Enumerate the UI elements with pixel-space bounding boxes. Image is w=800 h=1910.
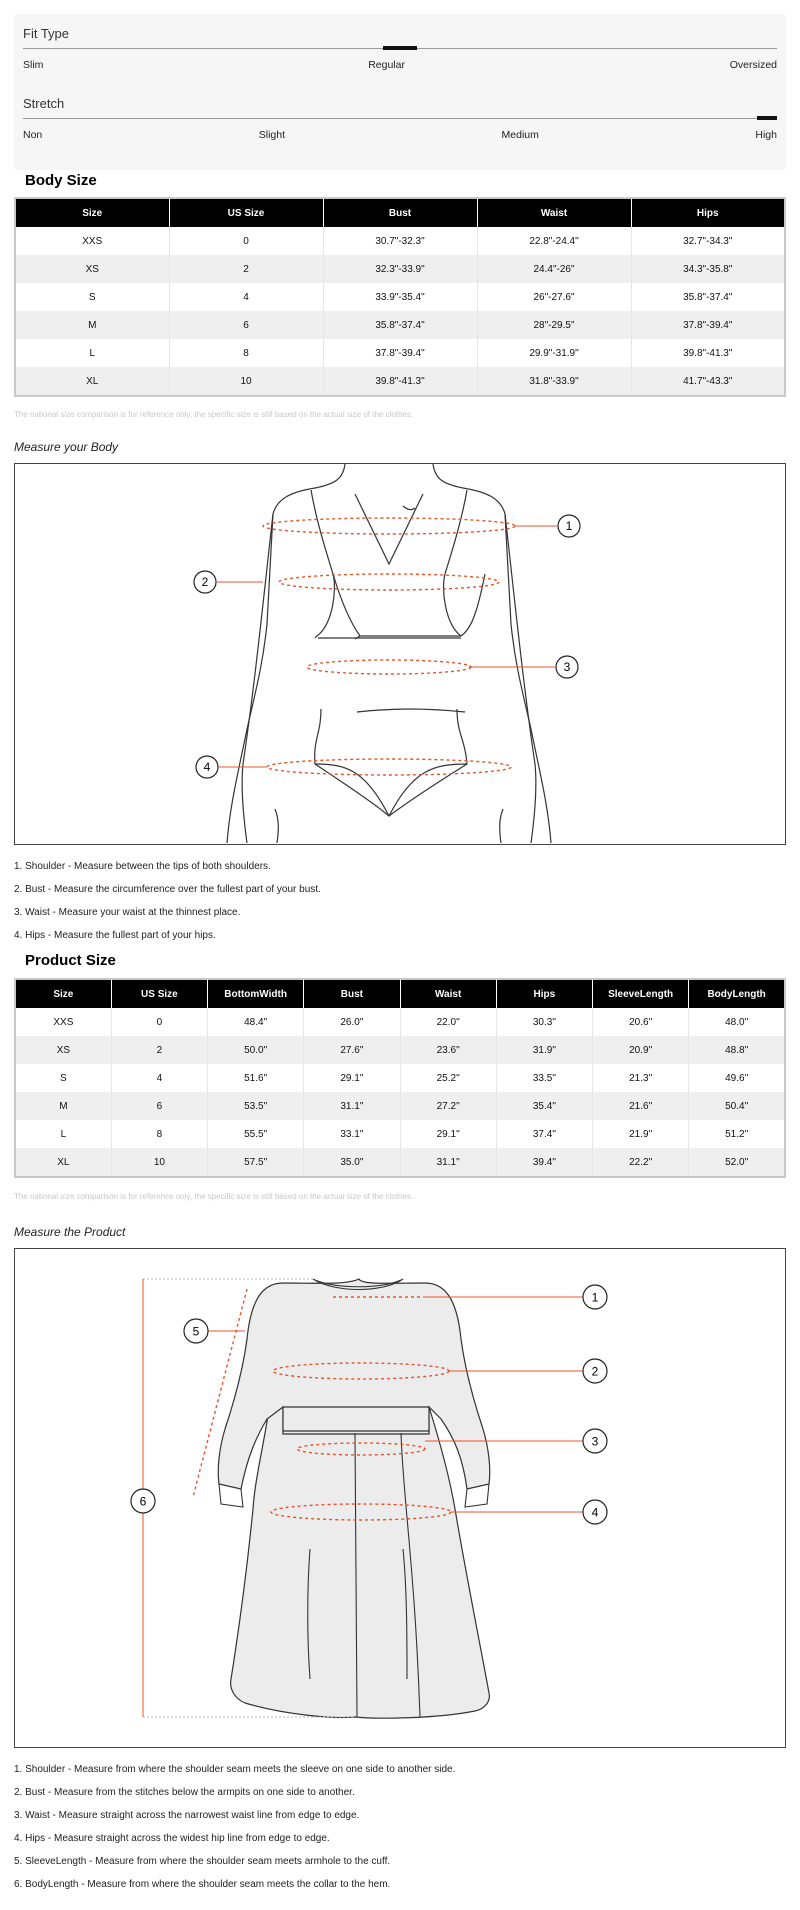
product-instructions xyxy=(14,1758,455,1896)
table-cell: 10 xyxy=(111,1148,207,1177)
column-header: Hips xyxy=(496,979,592,1008)
body-callout-1 xyxy=(558,515,580,537)
table-cell: 41.7"-43.3" xyxy=(631,367,785,396)
table-row xyxy=(15,283,785,311)
table-cell: 30.3" xyxy=(496,1008,592,1036)
table-row xyxy=(15,311,785,339)
product-diagram xyxy=(14,1248,786,1748)
product-callout-2 xyxy=(583,1359,607,1383)
column-header: Size xyxy=(15,979,111,1008)
dress-outline xyxy=(218,1279,490,1718)
table-cell: 48.4" xyxy=(208,1008,304,1036)
table-cell: 39.8"-41.3" xyxy=(683,347,733,359)
body-callout-4 xyxy=(196,756,218,778)
table-cell: 22.8"-24.4" xyxy=(477,227,631,255)
table-cell: S xyxy=(15,1064,111,1092)
table-cell: 52.0" xyxy=(689,1148,785,1177)
product-callout-4 xyxy=(583,1500,607,1524)
measure-product-heading: Measure the Product xyxy=(14,1225,126,1239)
stretch-label: High xyxy=(755,129,777,141)
table-cell: 8 xyxy=(111,1120,207,1148)
table-cell: 57.5" xyxy=(208,1148,304,1177)
table-cell: XL xyxy=(15,1148,111,1177)
table-cell: 28"-29.5" xyxy=(477,311,631,339)
table-cell: 31.9" xyxy=(496,1036,592,1064)
table-row xyxy=(15,1036,785,1064)
stretch-title: Stretch xyxy=(23,96,65,111)
table-cell: 37.4" xyxy=(496,1120,592,1148)
body-callout-2 xyxy=(194,571,216,593)
instruction-item: 1. Shoulder - Measure from where the shoulder seam meets the sleeve on one side to another side. xyxy=(14,1764,456,1775)
table-cell: XS xyxy=(15,1036,111,1064)
table-row xyxy=(15,1064,785,1092)
table-cell: XXS xyxy=(15,1008,111,1036)
table-row xyxy=(15,367,785,396)
table-cell: 51.6" xyxy=(208,1064,304,1092)
column-header: Size xyxy=(15,198,169,227)
svg-text:4: 4 xyxy=(203,760,211,774)
instruction-item: 4. Hips - Measure the fullest part of your hips. xyxy=(14,930,216,941)
table-cell: 35.8"-37.4" xyxy=(683,291,733,303)
table-cell: 21.3" xyxy=(593,1064,689,1092)
table-row xyxy=(15,255,785,283)
table-cell: 31.1" xyxy=(400,1148,496,1177)
stretch-label: Non xyxy=(23,129,43,141)
table-cell: 34.3"-35.8" xyxy=(631,255,785,283)
table-row xyxy=(15,1008,785,1036)
body-size-heading: Body Size xyxy=(25,172,97,189)
stretch-scale xyxy=(23,118,777,119)
column-header: Hips xyxy=(631,198,785,227)
table-cell: 26"-27.6" xyxy=(477,283,631,311)
table-cell: 37.8"-39.4" xyxy=(323,339,477,367)
table-cell: 33.5" xyxy=(496,1064,592,1092)
fit-type-marker xyxy=(383,46,417,50)
fit-type-label: Regular xyxy=(368,59,405,71)
body-outline xyxy=(227,464,551,843)
body-callouts xyxy=(194,515,580,778)
table-cell: M xyxy=(15,311,169,339)
table-cell: 27.6" xyxy=(304,1036,400,1064)
table-cell: M xyxy=(15,1092,111,1120)
svg-text:3: 3 xyxy=(591,1434,599,1449)
column-header: BottomWidth xyxy=(208,979,304,1008)
product-callout-5 xyxy=(184,1319,208,1343)
table-cell: 39.4" xyxy=(496,1148,592,1177)
fit-type-label: Slim xyxy=(23,59,44,71)
stretch-labels xyxy=(23,129,777,141)
instruction-item: 2. Bust - Measure from the stitches below the armpits on one side to another. xyxy=(14,1787,355,1798)
table-cell: 35.8"-37.4" xyxy=(323,311,477,339)
table-cell: 2 xyxy=(111,1036,207,1064)
table-row xyxy=(15,1120,785,1148)
table-cell: L xyxy=(15,1120,111,1148)
column-header: Bust xyxy=(304,979,400,1008)
table-cell: 27.2" xyxy=(400,1092,496,1120)
table-cell: 29.1" xyxy=(400,1120,496,1148)
table-cell: 31.8"-33.9" xyxy=(477,367,631,396)
table-cell: 26.0" xyxy=(304,1008,400,1036)
table-cell: 6 xyxy=(169,311,323,339)
table-cell: 39.8"-41.3" xyxy=(323,367,477,396)
product-callout-6 xyxy=(131,1489,155,1513)
stretch-label: Slight xyxy=(258,129,286,141)
svg-text:6: 6 xyxy=(139,1494,147,1509)
fit-type-labels xyxy=(23,59,777,71)
table-cell: 23.6" xyxy=(400,1036,496,1064)
instruction-item: 3. Waist - Measure straight across the narrowest waist line from edge to edge. xyxy=(14,1810,360,1821)
table-cell: 53.5" xyxy=(208,1092,304,1120)
table-row xyxy=(15,339,785,367)
svg-text:2: 2 xyxy=(591,1364,599,1379)
table-cell: XXS xyxy=(15,227,169,255)
table-cell: S xyxy=(15,283,169,311)
fit-type-label: Oversized xyxy=(729,59,777,71)
table-cell: 4 xyxy=(111,1064,207,1092)
body-size-table xyxy=(14,197,786,397)
table-row xyxy=(15,1148,785,1177)
table-cell: XL xyxy=(15,367,169,396)
body-measure-lines xyxy=(263,518,515,775)
product-size-table xyxy=(14,978,786,1178)
stretch-marker xyxy=(757,116,777,120)
table-cell: 48.0" xyxy=(725,1016,749,1028)
product-size-heading: Product Size xyxy=(25,952,116,969)
table-cell: 31.1" xyxy=(304,1092,400,1120)
table-cell: 29.9"-31.9" xyxy=(477,339,631,367)
instruction-item: 6. BodyLength - Measure from where the shoulder seam meets the collar to the hem. xyxy=(14,1879,391,1890)
table-cell: 32.7"-34.3" xyxy=(683,235,733,247)
table-header-row xyxy=(15,198,785,227)
table-cell: 6 xyxy=(111,1092,207,1120)
column-header: SleeveLength xyxy=(593,979,689,1008)
body-callout-3 xyxy=(556,656,578,678)
table-cell: 30.7"-32.3" xyxy=(323,227,477,255)
body-diagram xyxy=(14,463,786,845)
table-cell: 20.9" xyxy=(593,1036,689,1064)
table-cell: 24.4"-26" xyxy=(477,255,631,283)
stretch-label: Medium xyxy=(501,129,539,141)
table-cell: 55.5" xyxy=(208,1120,304,1148)
table-cell: 2 xyxy=(169,255,323,283)
column-header: US Size xyxy=(169,198,323,227)
svg-text:4: 4 xyxy=(591,1505,599,1520)
table-cell: 33.1" xyxy=(304,1120,400,1148)
table-row xyxy=(15,1092,785,1120)
table-cell: 4 xyxy=(169,283,323,311)
fit-stretch-panel xyxy=(14,14,786,170)
table-cell: 32.3"-33.9" xyxy=(323,255,477,283)
table-cell: 50.4" xyxy=(689,1092,785,1120)
table-cell: 25.2" xyxy=(400,1064,496,1092)
table-cell: 29.1" xyxy=(304,1064,400,1092)
column-header: Waist xyxy=(477,198,631,227)
table-cell: 50.0" xyxy=(208,1036,304,1064)
instruction-item: 4. Hips - Measure straight across the widest hip line from edge to edge. xyxy=(14,1833,330,1844)
svg-text:5: 5 xyxy=(192,1324,200,1339)
table-cell: 21.9" xyxy=(593,1120,689,1148)
measure-body-heading: Measure your Body xyxy=(14,440,119,454)
column-header: US Size xyxy=(111,979,207,1008)
body-size-note: The national size comparison is for reference only, the specific size is still based on the actual size of the clothes. xyxy=(14,410,414,419)
table-cell: 35.0" xyxy=(304,1148,400,1177)
instruction-item: 2. Bust - Measure the circumference over the fullest part of your bust. xyxy=(14,884,321,895)
body-diagram-figure xyxy=(15,464,784,843)
product-callout-3 xyxy=(583,1429,607,1453)
fit-type-title: Fit Type xyxy=(23,26,70,41)
table-cell: 10 xyxy=(169,367,323,396)
column-header: Bust xyxy=(323,198,477,227)
table-cell: 22.0" xyxy=(400,1008,496,1036)
product-diagram-figure xyxy=(15,1249,784,1746)
table-cell: 49.6" xyxy=(725,1072,749,1084)
table-cell: 0 xyxy=(111,1008,207,1036)
product-size-note: The national size comparison is for reference only, the specific size is still based on the actual size of the clothes. xyxy=(14,1192,414,1201)
table-cell: 51.2" xyxy=(725,1128,749,1140)
table-cell: 8 xyxy=(169,339,323,367)
table-cell: 0 xyxy=(169,227,323,255)
svg-text:2: 2 xyxy=(201,575,209,589)
svg-text:1: 1 xyxy=(565,519,573,533)
column-header: Waist xyxy=(400,979,496,1008)
table-cell: 22.2" xyxy=(593,1148,689,1177)
instruction-item: 3. Waist - Measure your waist at the thinnest place. xyxy=(14,907,241,918)
table-cell: L xyxy=(15,339,169,367)
instruction-item: 5. SleeveLength - Measure from where the shoulder seam meets armhole to the cuff. xyxy=(14,1856,391,1867)
instruction-item: 1. Shoulder - Measure between the tips of both shoulders. xyxy=(14,861,271,872)
table-cell: 35.4" xyxy=(496,1092,592,1120)
svg-text:1: 1 xyxy=(591,1290,599,1305)
table-cell: 37.8"-39.4" xyxy=(631,311,785,339)
table-header-row xyxy=(15,979,785,1008)
table-cell: 33.9"-35.4" xyxy=(323,283,477,311)
table-cell: XS xyxy=(15,255,169,283)
body-instructions xyxy=(14,855,321,947)
svg-text:3: 3 xyxy=(563,660,571,674)
product-callout-1 xyxy=(583,1285,607,1309)
table-cell: 20.6" xyxy=(593,1008,689,1036)
column-header: BodyLength xyxy=(689,979,785,1008)
table-cell: 48.8" xyxy=(689,1036,785,1064)
table-cell: 21.6" xyxy=(593,1092,689,1120)
table-row xyxy=(15,227,785,255)
